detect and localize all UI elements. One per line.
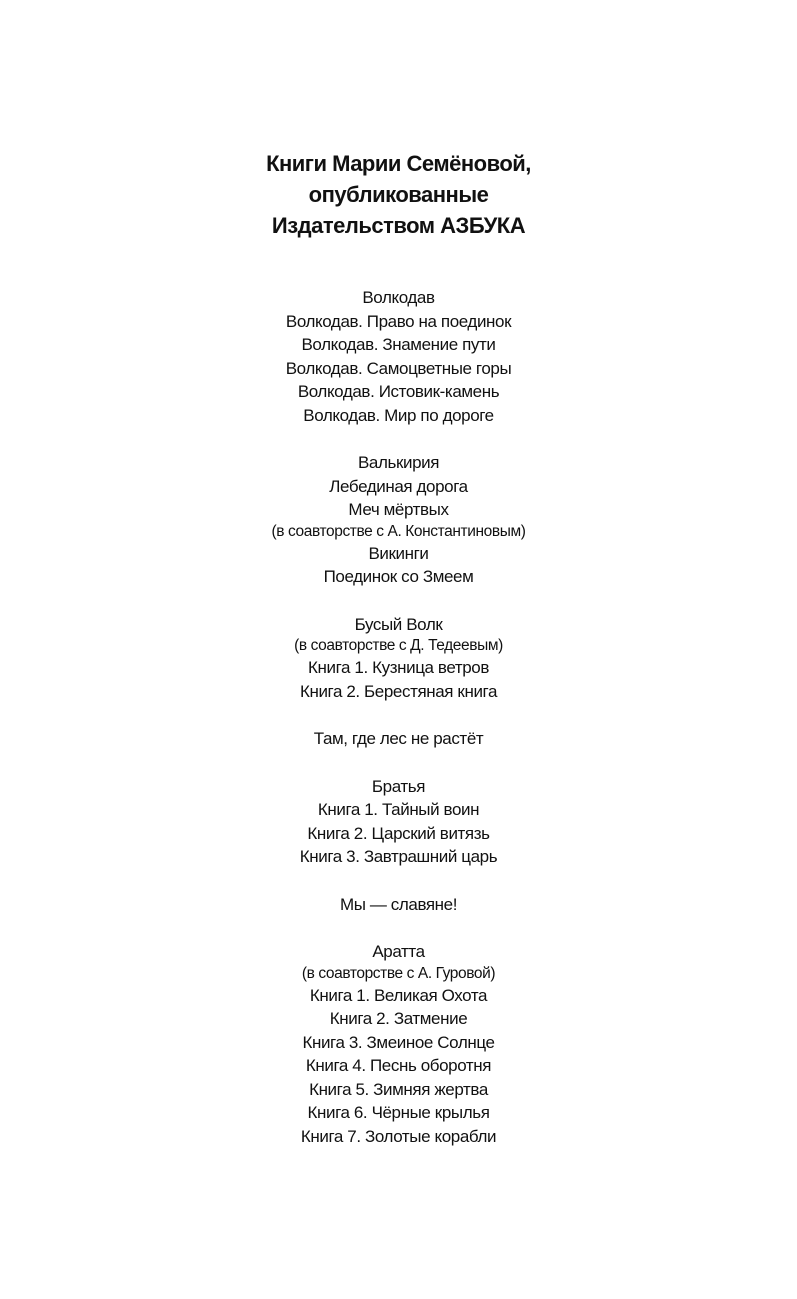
series-title: Братья <box>371 776 426 796</box>
coauthor-note: (в соавторстве с А. Гуровой) <box>301 964 496 982</box>
series-busy-volk <box>0 613 797 704</box>
book-title: Волкодав. Истовик-камень <box>297 382 500 401</box>
book-title: Волкодав. Знамение пути <box>301 335 496 354</box>
book-title: Лебединая дорога <box>329 476 468 496</box>
series-valkiria <box>0 451 797 589</box>
book-title: Волкодав. Самоцветные горы <box>285 358 512 378</box>
book-title: Валькирия <box>357 453 440 472</box>
book-title: Книга 1. Тайный воин <box>317 800 480 819</box>
standalone-tam-gde-les <box>0 727 797 751</box>
title-line: Книги Марии Семёновой, <box>266 151 531 176</box>
title-line: Издательством АЗБУКА <box>271 213 526 238</box>
book-title: Книга 2. Берестяная книга <box>299 681 498 701</box>
page-title <box>0 148 797 241</box>
book-title: Книга 2. Царский витязь <box>307 823 490 843</box>
book-title: Волкодав. Мир по дороге <box>303 405 494 425</box>
series-volkodav <box>0 286 797 427</box>
book-title: Меч мёртвых <box>348 500 449 519</box>
coauthor-note: (в соавторстве с А. Константиновым) <box>271 522 526 540</box>
book-title: Книга 1. Кузница ветров <box>308 658 489 677</box>
series-title: Аратта <box>372 942 425 961</box>
series-aratta <box>0 940 797 1148</box>
book-title: Книга 5. Зимняя жертва <box>309 1079 488 1099</box>
book-title: Викинги <box>368 543 429 563</box>
title-line: опубликованные <box>308 182 489 207</box>
book-title: Книга 3. Завтрашний царь <box>299 847 498 866</box>
book-title: Волкодав. Право на поединок <box>285 311 512 331</box>
book-title: Поединок со Змеем <box>323 567 474 586</box>
book-title: Книга 1. Великая Охота <box>309 985 488 1005</box>
book-title: Волкодав <box>362 288 435 307</box>
book-title: Книга 7. Золотые корабли <box>300 1126 497 1146</box>
book-title: Книга 6. Чёрные крылья <box>307 1103 490 1122</box>
book-title: Книга 3. Змеиное Солнце <box>302 1032 495 1052</box>
book-title: Книга 4. Песнь оборотня <box>305 1056 492 1075</box>
coauthor-note: (в соавторстве с Д. Тедеевым) <box>294 637 503 654</box>
book-title: Книга 2. Затмение <box>329 1009 468 1028</box>
book-list <box>0 286 797 1172</box>
series-bratya <box>0 775 797 869</box>
book-title: Там, где лес не растёт <box>313 729 484 748</box>
book-title: Мы — славяне! <box>339 894 458 914</box>
standalone-my-slavyane <box>0 893 797 917</box>
series-title: Бусый Волк <box>354 614 443 634</box>
